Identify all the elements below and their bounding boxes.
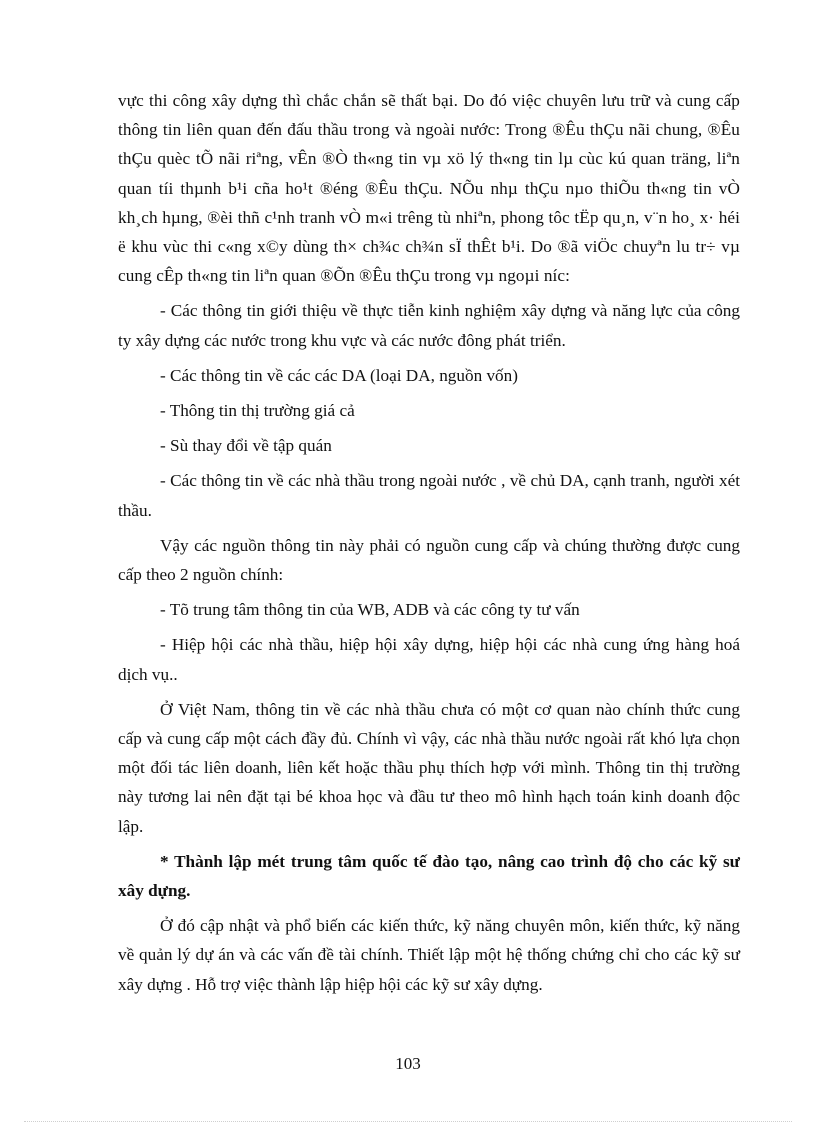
paragraph-information-importance: vực thi công xây dựng thì chắc chắn sẽ thất bại. Do đó việc chuyên lưu trữ và cung cấp thông tin liên quan đến đấu thầu trong và ngoài nước: Trong ®Êu thÇu nãi chung, ®Êu thÇu quèc tÕ nãi riªng, vÊn ®Ò th«ng tin vµ xö lý th«ng tin lµ cùc kú quan träng, liªn quan tíi thµnh b¹i cña ho¹t ®éng ®Êu thÇu. NÕu nhµ thÇu nµo thiÕu th«ng tin vÒ kh¸ch hµng, ®èi thñ c¹nh tranh vÒ m«i trêng tù nhiªn, phong tôc tËp qu¸n, v¨n ho¸ x· héi ë khu vùc thi c«ng x©y dùng th× ch¾c ch¾n sÏ thÊt b¹i. Do ®ã viÖc chuyªn lu tr÷ vµ cung cÊp th«ng tin liªn quan ®Õn ®Êu thÇu trong vµ ngoµi níc: xyxy=(118,91,740,286)
page-number: 103 xyxy=(395,1054,421,1073)
list-item-source-wb-adb: - Tõ trung tâm thông tin của WB, ADB và các công ty tư vấn xyxy=(160,600,580,620)
list-item-contractor-info: - Các thông tin về các nhà thầu trong ngoài nước , về chủ DA, cạnh tranh, người xét thầu. xyxy=(118,471,740,520)
document-body xyxy=(118,86,740,1005)
section-heading-training-center: * Thành lập mét trung tâm quốc tế đào tạo, nâng cao trình độ cho các kỹ sư xây dựng. xyxy=(118,851,740,901)
page-bottom-divider xyxy=(24,1121,792,1122)
list-item-source-associations: - Hiệp hội các nhà thầu, hiệp hội xây dựng, hiệp hội các nhà cung ứng hàng hoá dịch vụ.. xyxy=(118,635,740,684)
list-item-company-info: - Các thông tin giới thiệu về thực tiễn kinh nghiệm xây dựng và năng lực của công ty xây dựng các nước trong khu vực và các nước đông phát triển. xyxy=(118,301,740,350)
paragraph-information-sources: Vậy các nguồn thông tin này phải có nguồn cung cấp và chúng thường được cung cấp theo 2 nguồn chính: xyxy=(118,535,740,585)
paragraph-vietnam-context: Ở Việt Nam, thông tin về các nhà thầu chưa có một cơ quan nào chính thức cung cấp và cung cấp một cách đầy đủ. Chính vì vậy, các nhà thầu nước ngoài rất khó lựa chọn một đối tác liên doanh, liên kết hoặc thầu phụ thích hợp với mình. Thông tin thị trường này tương lai nên đặt tại bé khoa học và đầu tư theo mô hình hạch toán kinh doanh độc lập. xyxy=(118,699,740,836)
paragraph-training-details: Ở đó cập nhật và phổ biến các kiến thức, kỹ năng chuyên môn, kiến thức, kỹ năng về quản lý dự án và các vấn đề tài chính. Thiết lập một hệ thống chứng chỉ cho các kỹ sư xây dựng . Hỗ trợ việc thành lập hiệp hội các kỹ sư xây dựng. xyxy=(118,916,740,994)
list-item-custom-changes: - Sù thay đổi về tập quán xyxy=(160,436,332,456)
list-item-market-price: - Thông tin thị trường giá cả xyxy=(160,401,355,421)
list-item-project-info: - Các thông tin về các các DA (loại DA, nguồn vốn) xyxy=(160,365,518,385)
